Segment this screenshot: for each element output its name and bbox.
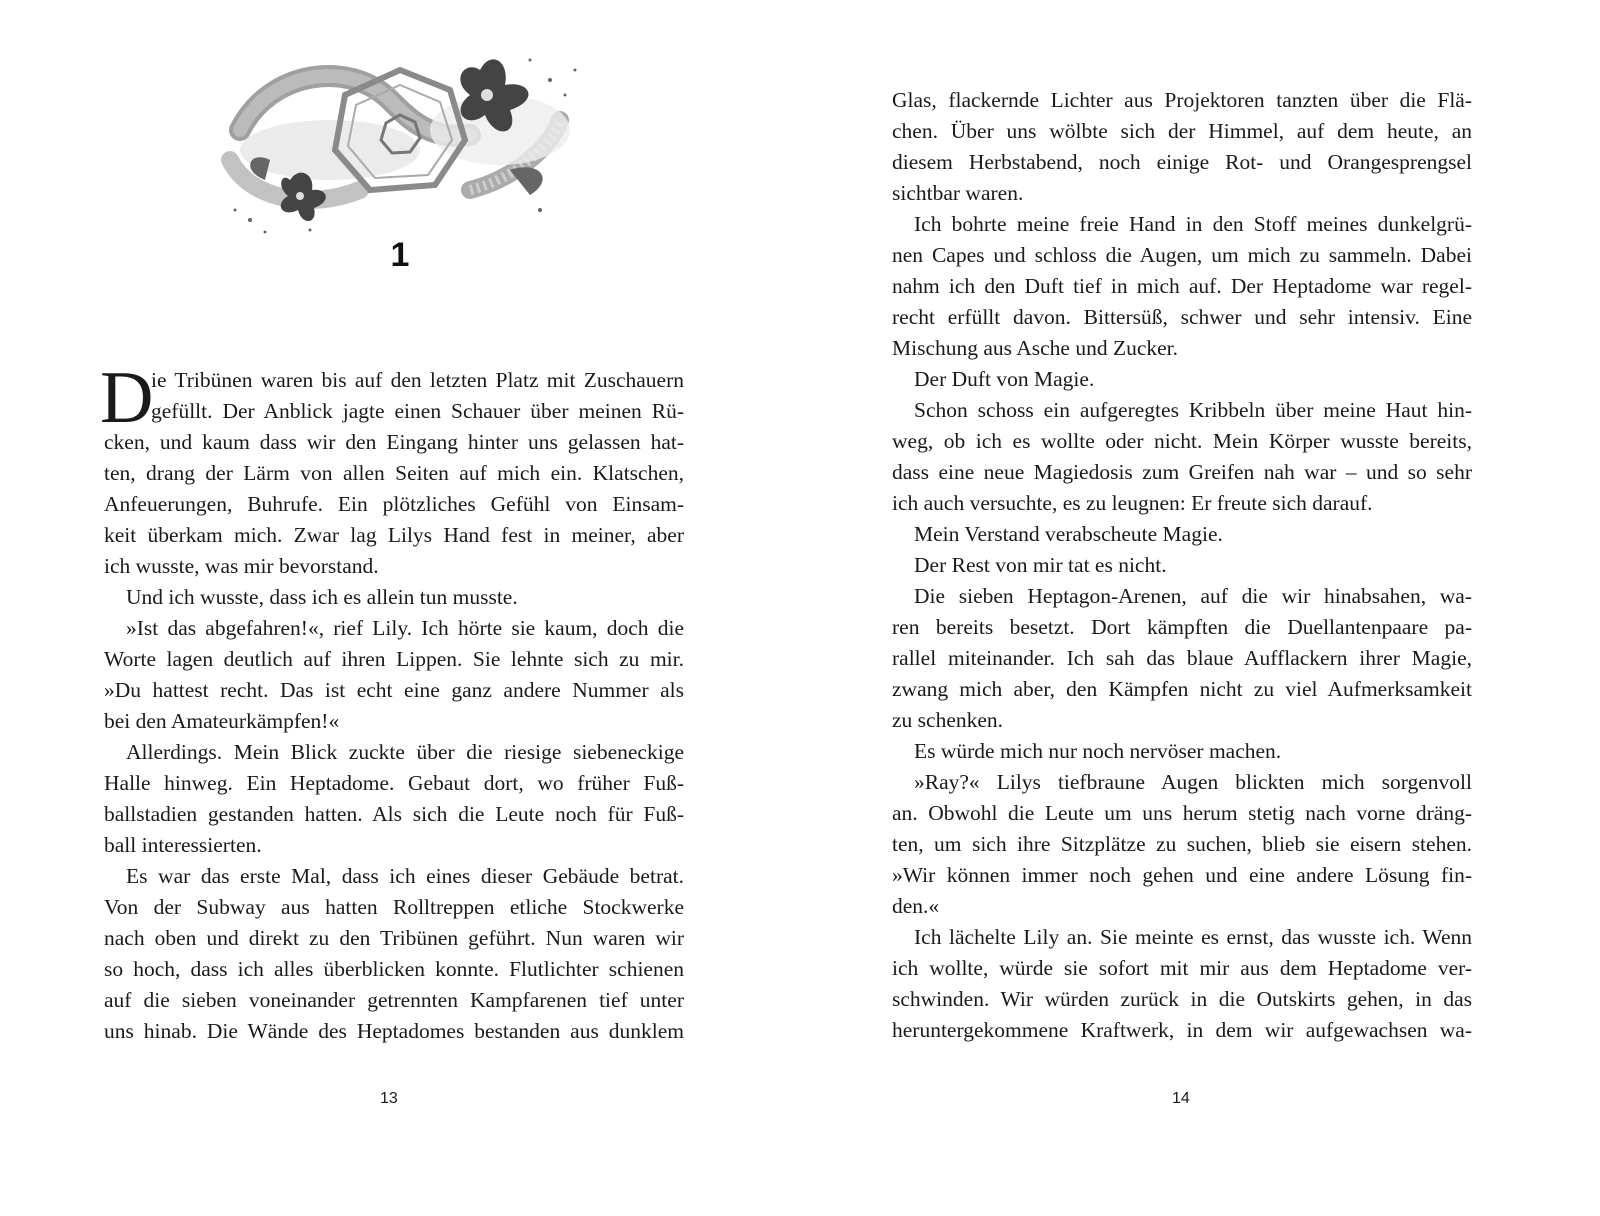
text-line: Es war das erste Mal, dass ich eines dieser Gebäude betrat. <box>126 864 684 888</box>
right-text-column <box>892 85 1472 1046</box>
text-line: nen Capes und schloss die Augen, um mich zu sammeln. Dabei <box>892 243 1472 267</box>
text-line: zwang mich aber, den Kämpfen nicht zu viel Aufmerksamkeit <box>892 677 1472 701</box>
text-line: rallel miteinander. Ich sah das blaue Aufflackern ihrer Magie, <box>892 646 1472 670</box>
text-line: Halle hinweg. Ein Heptadome. Gebaut dort, wo früher Fuß- <box>104 771 684 795</box>
chapter-number: 1 <box>390 236 410 274</box>
text-line: nahm ich den Duft tief in mich auf. Der Heptadome war regel- <box>892 274 1472 298</box>
chapter-ornament-icon <box>210 40 590 245</box>
text-line: Anfeuerungen, Buhrufe. Ein plötzliches Gefühl von Einsam- <box>104 492 684 516</box>
text-line: auf die sieben voneinander getrennten Kampfarenen tief unter <box>104 988 684 1012</box>
text-line: ich wusste, was mir bevorstand. <box>104 554 379 578</box>
page-number: 13 <box>380 1090 398 1107</box>
text-line: sichtbar waren. <box>892 181 1024 205</box>
text-line: ich wollte, würde sie sofort mit mir aus dem Heptadome ver- <box>892 956 1472 980</box>
right-page <box>800 0 1600 1216</box>
text-line: ren bereits besetzt. Dort kämpften die Duellantenpaare pa- <box>892 615 1472 639</box>
text-line: diesem Herbstabend, noch einige Rot- und Orangesprengsel <box>892 150 1472 174</box>
text-line: weg, ob ich es wollte oder nicht. Mein Körper wusste bereits, <box>892 429 1472 453</box>
text-line: gefüllt. Der Anblick jagte einen Schauer über meinen Rü- <box>151 399 684 423</box>
text-line: bei den Amateurkämpfen!« <box>104 709 340 733</box>
text-line: »Ray?« Lilys tiefbraune Augen blickten mich sorgenvoll <box>914 770 1472 794</box>
text-line: »Du hattest recht. Das ist echt eine ganz andere Nummer als <box>104 678 684 702</box>
text-line: heruntergekommene Kraftwerk, in dem wir aufgewachsen wa- <box>892 1018 1472 1042</box>
text-line: Mischung aus Asche und Zucker. <box>892 336 1179 360</box>
text-line: uns hinab. Die Wände des Heptadomes bestanden aus dunklem <box>104 1019 684 1043</box>
text-line: ten, um sich ihre Sitzplätze zu suchen, blieb sie eisern stehen. <box>892 832 1472 856</box>
text-line: dass eine neue Magiedosis zum Greifen nah war – und so sehr <box>892 460 1472 484</box>
text-line: ten, drang der Lärm von allen Seiten auf mich ein. Klatschen, <box>104 461 684 485</box>
page-number: 14 <box>1172 1090 1190 1107</box>
text-line: »Wir können immer noch gehen und eine andere Lösung fin- <box>892 863 1472 887</box>
text-line: Der Rest von mir tat es nicht. <box>914 553 1167 577</box>
text-line: Schon schoss ein aufgeregtes Kribbeln über meine Haut hin- <box>914 398 1472 422</box>
text-line: so hoch, dass ich alles überblicken konnte. Flutlichter schienen <box>104 957 684 981</box>
text-line: Und ich wusste, dass ich es allein tun musste. <box>126 585 518 609</box>
text-line: nach oben und direkt zu den Tribünen geführt. Nun waren wir <box>104 926 684 950</box>
text-line: Von der Subway aus hatten Rolltreppen etliche Stockwerke <box>104 895 684 919</box>
text-line: Ich bohrte meine freie Hand in den Stoff meines dunkelgrü- <box>914 212 1472 236</box>
text-line: ich auch versuchte, es zu leugnen: Er freute sich darauf. <box>892 491 1373 515</box>
text-line: Die sieben Heptagon-Arenen, auf die wir hinabsahen, wa- <box>914 584 1472 608</box>
text-line: ballstadien gestanden hatten. Als sich die Leute noch für Fuß- <box>104 802 684 826</box>
text-line: Ich lächelte Lily an. Sie meinte es ernst, das wusste ich. Wenn <box>914 925 1472 949</box>
text-line: an. Obwohl die Leute um uns herum stetig nach vorne dräng- <box>892 801 1472 825</box>
text-line: Es würde mich nur noch nervöser machen. <box>914 739 1282 763</box>
text-line: Glas, flackernde Lichter aus Projektoren tanzten über die Flä- <box>892 88 1472 112</box>
text-line: »Ist das abgefahren!«, rief Lily. Ich hörte sie kaum, doch die <box>126 616 684 640</box>
text-line: den.« <box>892 894 940 918</box>
text-line: Allerdings. Mein Blick zuckte über die riesige siebeneckige <box>126 740 684 764</box>
text-line: schwinden. Wir würden zurück in die Outskirts gehen, in das <box>892 987 1472 1011</box>
text-line: ie Tribünen waren bis auf den letzten Platz mit Zuschauern <box>151 368 684 392</box>
text-line: Mein Verstand verabscheute Magie. <box>914 522 1223 546</box>
text-line: keit überkam mich. Zwar lag Lilys Hand fest in meiner, aber <box>104 523 684 547</box>
text-line: cken, und kaum dass wir den Eingang hinter uns gelassen hat- <box>104 430 684 454</box>
text-line: chen. Über uns wölbte sich der Himmel, auf dem heute, an <box>892 119 1472 143</box>
text-line: zu schenken. <box>892 708 1004 732</box>
drop-cap: D <box>100 357 154 439</box>
text-line: Der Duft von Magie. <box>914 367 1095 391</box>
text-line: Worte lagen deutlich auf ihren Lippen. Sie lehnte sich zu mir. <box>104 647 684 671</box>
text-line: recht erfüllt davon. Bittersüß, schwer und sehr intensiv. Eine <box>892 305 1472 329</box>
left-text-column <box>100 357 684 1047</box>
text-line: ball interessierten. <box>104 833 262 857</box>
